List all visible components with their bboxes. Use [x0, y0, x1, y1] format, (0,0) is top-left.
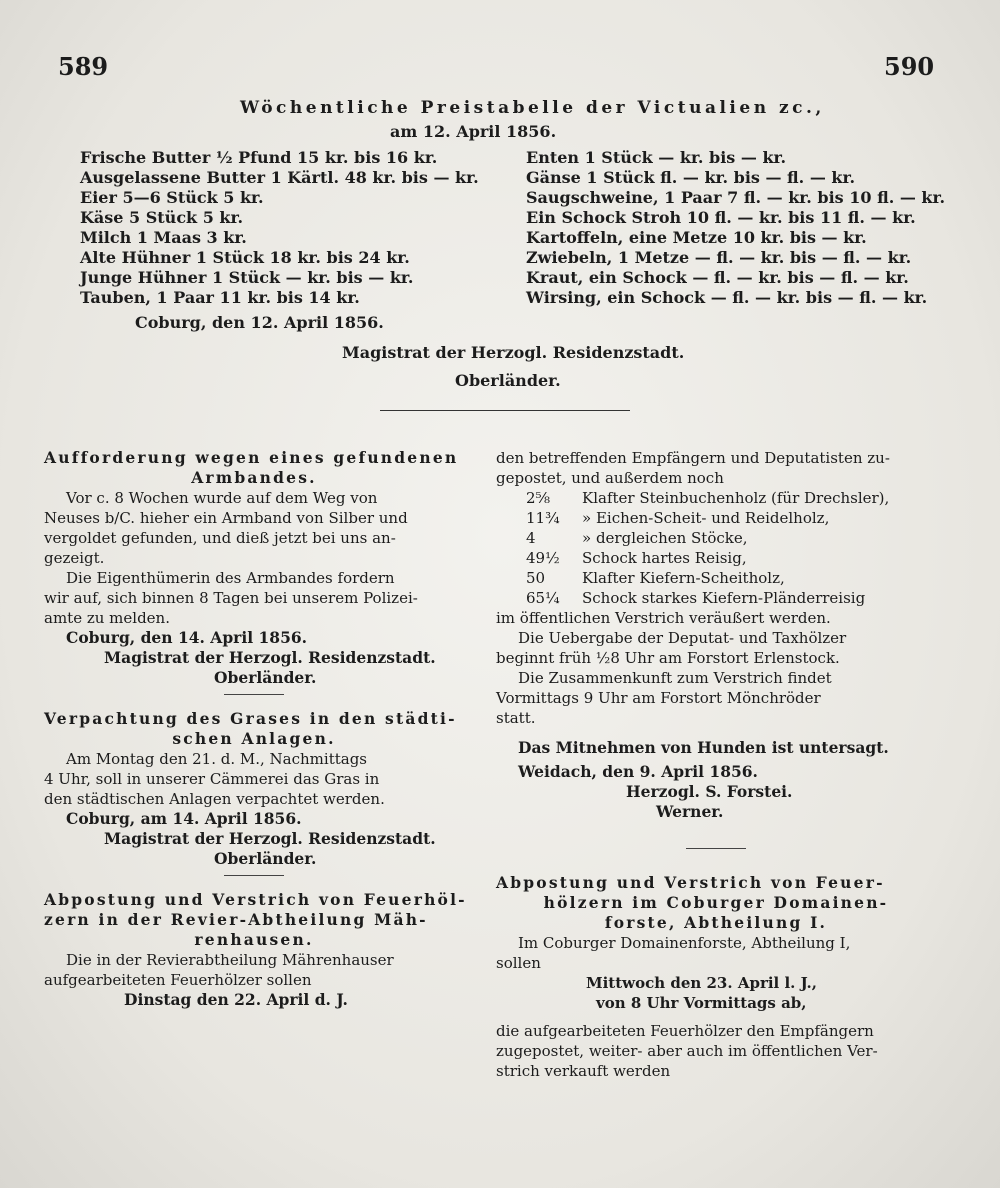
- wood-item: 4 » dergleichen Stöcke,: [526, 529, 748, 547]
- notice-body: den betreffenden Empfängern und Deputatisten zu- gepostet, und außerdem noch: [496, 449, 890, 487]
- authority: Magistrat der Herzogl. Residenzstadt.: [342, 343, 685, 362]
- notice-title: Abpostung und Verstrich von Feuer- hölzern im Coburger Domainen- forste, Abtheilung I.: [496, 873, 889, 932]
- price-item: Frische Butter ½ Pfund 15 kr. bis 16 kr.: [80, 148, 438, 167]
- notice-rule: [224, 694, 284, 695]
- place-date: Coburg, den 12. April 1856.: [135, 313, 384, 332]
- price-item: Tauben, 1 Paar 11 kr. bis 14 kr.: [80, 288, 360, 307]
- authority: Herzogl. S. Forstei.: [626, 782, 793, 801]
- price-item: Eier 5—6 Stück 5 kr.: [80, 188, 264, 207]
- price-item: Alte Hühner 1 Stück 18 kr. bis 24 kr.: [80, 248, 410, 267]
- price-item: Ausgelassene Butter 1 Kärtl. 48 kr. bis — kr.: [80, 168, 479, 187]
- notice-date: Dinstag den 22. April d. J.: [124, 990, 348, 1009]
- authority: Magistrat der Herzogl. Residenzstadt.: [104, 648, 436, 667]
- wood-item: 65¼ Schock starkes Kiefern-Pländerreisig: [526, 589, 866, 607]
- notice-firewood-domain-forest: [496, 873, 936, 1081]
- price-item: Zwiebeln, 1 Metze — fl. — kr. bis — fl. — kr.: [526, 248, 912, 267]
- wood-item: 2⅝ Klafter Steinbuchenholz (für Drechsler),: [526, 489, 890, 507]
- price-item: Milch 1 Maas 3 kr.: [80, 228, 247, 247]
- wood-item: 49½ Schock hartes Reisig,: [526, 549, 747, 567]
- notice-firewood-maehrenhausen: [44, 890, 467, 1010]
- notice-bracelet: [44, 448, 464, 695]
- wood-item: 50 Klafter Kiefern-Scheitholz,: [526, 569, 785, 587]
- notice-body: Im Coburger Domainenforste, Abtheilung I, sollen Mittwoch den 23. April l. J., von 8 Uhr Vormittags ab, die aufgearbeiteten Feuerhölzer den Empfängern zugepostet, weiter- aber auch im öffentlichen Ver- strich verkauft werden: [496, 934, 878, 1080]
- notice-rule: [686, 848, 746, 849]
- price-item: Kraut, ein Schock — fl. — kr. bis — fl. — kr.: [526, 268, 909, 287]
- section-divider: [380, 410, 630, 411]
- authority: Magistrat der Herzogl. Residenzstadt.: [104, 829, 436, 848]
- notice-body: Vor c. 8 Wochen wurde auf dem Weg von Neuses b/C. hieher ein Armband von Silber und vergoldet gefunden, und dieß jetzt bei uns an- gezeigt. Die Eigenthümerin des Armbandes fordern wir auf, sich binnen 8 Tagen bei unserem Polizei- amte zu melden.: [44, 489, 418, 627]
- price-item: Gänse 1 Stück fl. — kr. bis — fl. — kr.: [526, 168, 856, 187]
- price-item: Kartoffeln, eine Metze 10 kr. bis — kr.: [526, 228, 867, 247]
- wood-item: 11¾ » Eichen-Scheit- und Reidelholz,: [526, 509, 830, 527]
- page-number-right: 590: [884, 52, 935, 81]
- notice-body: Am Montag den 21. d. M., Nachmittags 4 Uhr, soll in unserer Cämmerei das Gras in den städtischen Anlagen verpachtet werden.: [44, 750, 385, 808]
- signature: Oberländer.: [214, 849, 317, 868]
- price-list-right: [526, 148, 946, 308]
- notice-title: Verpachtung des Grases in den städti- schen Anlagen.: [44, 709, 457, 748]
- price-item: Saugschweine, 1 Paar 7 fl. — kr. bis 10 fl. — kr.: [526, 188, 946, 207]
- notice-grass-lease: [44, 709, 464, 876]
- place-date: Coburg, am 14. April 1856.: [66, 809, 302, 828]
- price-item: Käse 5 Stück 5 kr.: [80, 208, 244, 227]
- signature: Werner.: [656, 802, 724, 821]
- price-list-left: [80, 148, 500, 308]
- place-date: Weidach, den 9. April 1856.: [518, 762, 758, 781]
- page-number-left: 589: [58, 52, 109, 81]
- place-date: Coburg, den 14. April 1856.: [66, 628, 308, 647]
- notice-rule: [224, 875, 284, 876]
- price-item: Enten 1 Stück — kr. bis — kr.: [526, 148, 787, 167]
- notice-title: Aufforderung wegen eines gefundenen Armbandes.: [44, 448, 459, 487]
- notice-body: Die in der Revierabtheilung Mährenhauser aufgearbeiteten Feuerhölzer sollen: [44, 951, 394, 989]
- notice-title: Abpostung und Verstrich von Feuerhöl- zern in der Revier-Abtheilung Mäh- renhausen.: [44, 890, 467, 949]
- signature: Oberländer.: [455, 371, 561, 390]
- signature: Oberländer.: [214, 668, 317, 687]
- right-column: [496, 448, 936, 1095]
- left-column: [44, 448, 467, 1024]
- price-table-title: Wöchentliche Preistabelle der Victualien zc.,: [240, 98, 825, 118]
- dogs-prohibited: Das Mitnehmen von Hunden ist untersagt.: [518, 738, 889, 757]
- wood-list: [496, 488, 936, 608]
- price-table-date: am 12. April 1856.: [390, 122, 557, 141]
- price-item: Wirsing, ein Schock — fl. — kr. bis — fl. — kr.: [526, 288, 928, 307]
- price-item: Junge Hühner 1 Stück — kr. bis — kr.: [80, 268, 414, 287]
- notice-body: im öffentlichen Verstrich veräußert werden. Die Uebergabe der Deputat- und Taxhölzer beginnt früh ½8 Uhr am Forstort Erlenstock. Die Zusammenkunft zum Verstrich findet Vormittags 9 Uhr am Forstort Mönchröder statt.: [496, 609, 847, 727]
- price-item: Ein Schock Stroh 10 fl. — kr. bis 11 fl. — kr.: [526, 208, 916, 227]
